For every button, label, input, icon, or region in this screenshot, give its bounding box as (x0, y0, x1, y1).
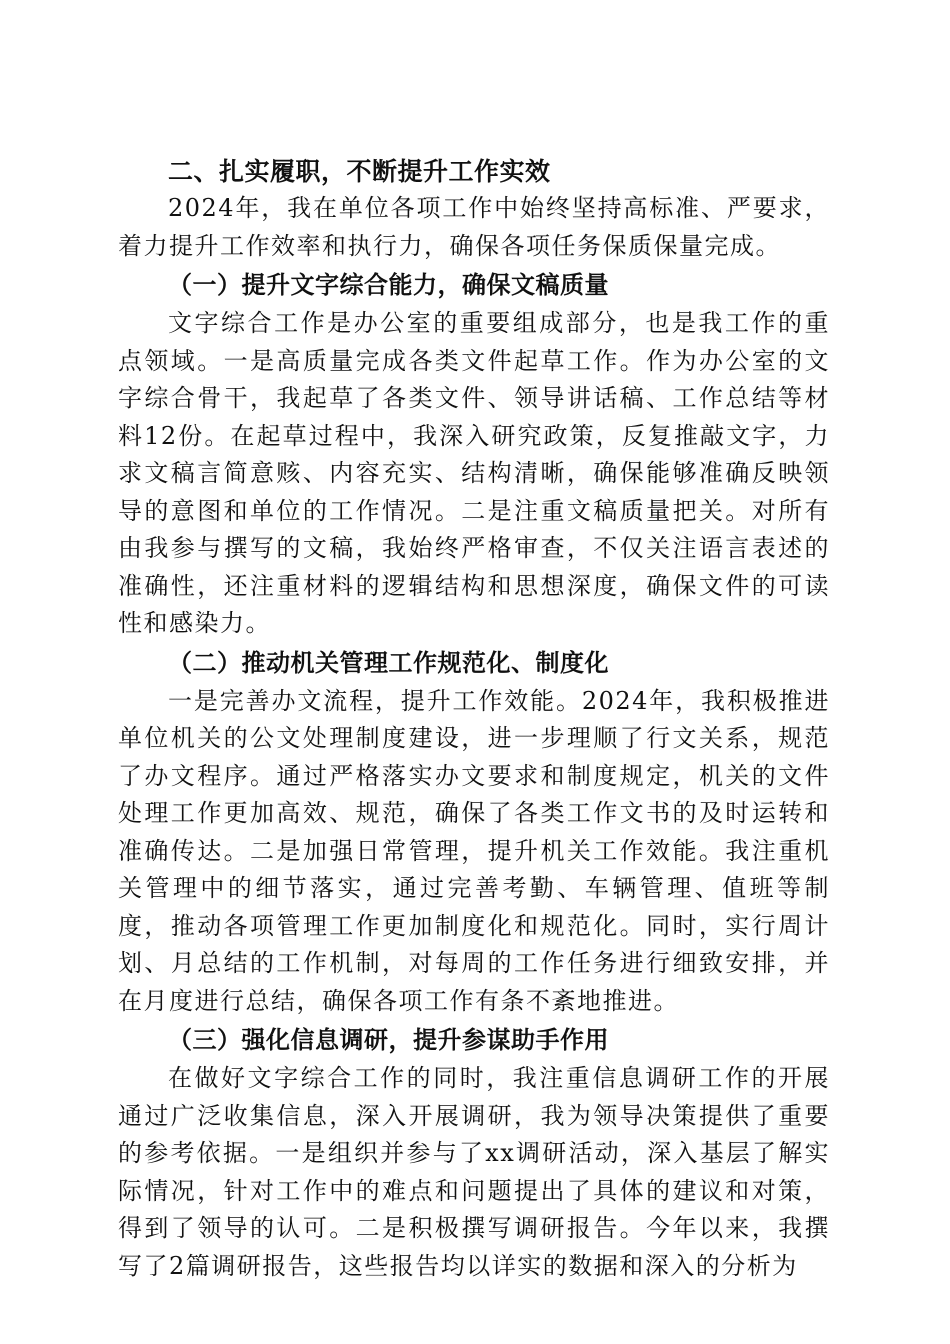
intro-paragraph: 2024年，我在单位各项工作中始终坚持高标准、严要求，着力提升工作效率和执行力，确保各项任务保质保量完成。 (118, 194, 830, 260)
document-body (118, 154, 830, 1285)
subsection-body-1: 文字综合工作是办公室的重要组成部分，也是我工作的重点领域。一是高质量完成各类文件起草工作。作为办公室的文字综合骨干，我起草了各类文件、领导讲话稿、工作总结等材料12份。在起草过程中，我深入研究政策，反复推敲文字，力求文稿言简意赅、内容充实、结构清晰，确保能够准确反映领导的意图和单位的工作情况。二是注重文稿质量把关。对所有由我参与撰写的文稿，我始终严格审查，不仅关注语言表述的准确性，还注重材料的逻辑结构和思想深度，确保文件的可读性和感染力。 (118, 309, 830, 637)
subsection-title-3: （三）强化信息调研，提升参谋助手作用 (168, 1025, 609, 1054)
section-heading: 二、扎实履职，不断提升工作实效 (168, 157, 551, 186)
subsection-title-2: （二）推动机关管理工作规范化、制度化 (168, 647, 609, 677)
subsection-body-3: 在做好文字综合工作的同时，我注重信息调研工作的开展通过广泛收集信息，深入开展调研，我为领导决策提供了重要的参考依据。一是组织并参与了xx调研活动，深入基层了解实际情况，针对工作中的难点和问题提出了具体的建议和对策，得到了领导的认可。二是积极撰写调研报告。今年以来，我撰写了2篇调研报告，这些报告均以详实的数据和深入的分析为 (118, 1064, 830, 1280)
subsection-body-2: 一是完善办文流程，提升工作效能。2024年，我积极推进单位机关的公文处理制度建设，进一步理顺了行文关系，规范了办文程序。通过严格落实办文要求和制度规定，机关的文件处理工作更加高效、规范，确保了各类工作文书的及时运转和准确传达。二是加强日常管理，提升机关工作效能。我注重机关管理中的细节落实，通过完善考勤、车辆管理、值班等制度，推动各项管理工作更加制度化和规范化。同时，实行周计划、月总结的工作机制，对每周的工作任务进行细致安排，并在月度进行总结，确保各项工作有条不紊地推进。 (118, 686, 830, 1015)
subsection-title-1: （一）提升文字综合能力，确保文稿质量 (168, 270, 609, 299)
